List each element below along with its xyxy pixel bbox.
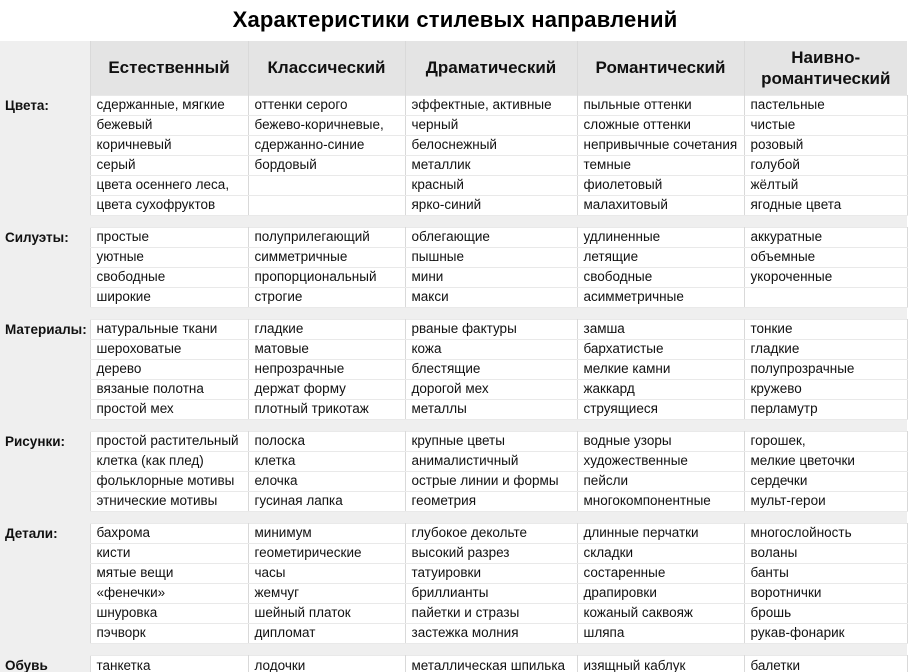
column-header: Классический (248, 41, 405, 95)
section-separator-band (0, 215, 907, 227)
table-cell: минимум (248, 523, 405, 543)
table-cell: мелкие цветочки (744, 451, 907, 471)
table-cell: кисти (90, 543, 248, 563)
table-cell: бриллианты (405, 583, 577, 603)
table-cell: сердечки (744, 471, 907, 491)
style-characteristics-table (0, 41, 908, 672)
section-separator (0, 307, 907, 319)
table-row (0, 359, 907, 379)
table-cell: ярко-синий (405, 195, 577, 215)
table-cell: вязаные полотна (90, 379, 248, 399)
table-cell: летящие (577, 247, 744, 267)
table-row (0, 451, 907, 471)
section-label: Рисунки: (0, 431, 90, 511)
table-row (0, 563, 907, 583)
table-cell: пейсли (577, 471, 744, 491)
table-header (0, 41, 907, 95)
table-cell: бежево-коричневые, (248, 115, 405, 135)
table-cell: удлиненные (577, 227, 744, 247)
table-cell: плотный трикотаж (248, 399, 405, 419)
section-label: Цвета: (0, 95, 90, 215)
section-separator-band (0, 643, 907, 655)
table-cell: уютные (90, 247, 248, 267)
table-cell: непрозрачные (248, 359, 405, 379)
table-cell: дерево (90, 359, 248, 379)
table-cell: дорогой мех (405, 379, 577, 399)
table-cell: шляпа (577, 623, 744, 643)
section-separator-band (0, 307, 907, 319)
table-row (0, 287, 907, 307)
table-cell: симметричные (248, 247, 405, 267)
table-cell: анималистичный (405, 451, 577, 471)
table-cell: складки (577, 543, 744, 563)
table-row (0, 155, 907, 175)
table-body (0, 95, 907, 672)
table-cell: серый (90, 155, 248, 175)
table-cell: воланы (744, 543, 907, 563)
table-row (0, 247, 907, 267)
section-separator (0, 419, 907, 431)
table-cell: часы (248, 563, 405, 583)
table-cell: полуприлегающий (248, 227, 405, 247)
section-label: Детали: (0, 523, 90, 643)
table-cell: сдержанные, мягкие (90, 95, 248, 115)
table-cell: металлы (405, 399, 577, 419)
table-cell: пэчворк (90, 623, 248, 643)
table-cell (744, 287, 907, 307)
table-row (0, 523, 907, 543)
table-cell: многослойность (744, 523, 907, 543)
table-cell: матовые (248, 339, 405, 359)
table-cell: металлическая шпилька (405, 655, 577, 672)
table-cell: фиолетовый (577, 175, 744, 195)
table-row (0, 379, 907, 399)
table-cell: бархатистые (577, 339, 744, 359)
table-row (0, 543, 907, 563)
table-cell: натуральные ткани (90, 319, 248, 339)
table-cell: длинные перчатки (577, 523, 744, 543)
header-row (0, 41, 907, 95)
column-header: Романтический (577, 41, 744, 95)
table-cell: танкетка (90, 655, 248, 672)
table-cell: состаренные (577, 563, 744, 583)
table-cell: черный (405, 115, 577, 135)
section-label: Обувь (0, 655, 90, 672)
table-cell: ягодные цвета (744, 195, 907, 215)
section-label: Силуэты: (0, 227, 90, 307)
table-row (0, 655, 907, 672)
table-row (0, 623, 907, 643)
table-cell: сложные оттенки (577, 115, 744, 135)
table-cell: многокомпонентные (577, 491, 744, 511)
table-cell: мелкие камни (577, 359, 744, 379)
header-corner-cell (0, 41, 90, 95)
table-cell: пастельные (744, 95, 907, 115)
table-cell: гладкие (744, 339, 907, 359)
table-row (0, 195, 907, 215)
table-cell: изящный каблук (577, 655, 744, 672)
table-cell: рваные фактуры (405, 319, 577, 339)
table-cell: красный (405, 175, 577, 195)
table-cell: жёлтый (744, 175, 907, 195)
table-cell: строгие (248, 287, 405, 307)
table-cell: брошь (744, 603, 907, 623)
table-cell: объемные (744, 247, 907, 267)
table-cell: шейный платок (248, 603, 405, 623)
table-row (0, 227, 907, 247)
table-row (0, 115, 907, 135)
table-cell: свободные (90, 267, 248, 287)
table-row (0, 471, 907, 491)
section-separator (0, 643, 907, 655)
table-cell: мятые вещи (90, 563, 248, 583)
table-cell: простые (90, 227, 248, 247)
table-row (0, 399, 907, 419)
table-cell: белоснежный (405, 135, 577, 155)
table-cell: пропорциональный (248, 267, 405, 287)
section-label: Материалы: (0, 319, 90, 419)
table-row (0, 135, 907, 155)
table-cell: пыльные оттенки (577, 95, 744, 115)
table-cell: этнические мотивы (90, 491, 248, 511)
table-cell: геометирические (248, 543, 405, 563)
table-cell: елочка (248, 471, 405, 491)
table-cell: оттенки серого (248, 95, 405, 115)
section-separator-band (0, 419, 907, 431)
column-header: Естественный (90, 41, 248, 95)
table-row (0, 603, 907, 623)
table-cell: геометрия (405, 491, 577, 511)
table-cell (248, 195, 405, 215)
table-cell: бахрома (90, 523, 248, 543)
page-title: Характеристики стилевых направлений (232, 7, 678, 32)
table-cell (248, 175, 405, 195)
table-cell: фольклорные мотивы (90, 471, 248, 491)
table-cell: гладкие (248, 319, 405, 339)
table-cell: струящиеся (577, 399, 744, 419)
table-cell: простой растительный (90, 431, 248, 451)
table-cell: перламутр (744, 399, 907, 419)
table-cell: малахитовый (577, 195, 744, 215)
section-separator-band (0, 511, 907, 523)
table-cell: кожа (405, 339, 577, 359)
table-cell: пышные (405, 247, 577, 267)
table-cell: глубокое декольте (405, 523, 577, 543)
table-cell: тонкие (744, 319, 907, 339)
table-cell: застежка молния (405, 623, 577, 643)
table-cell: полоска (248, 431, 405, 451)
table-cell: драпировки (577, 583, 744, 603)
table-cell: укороченные (744, 267, 907, 287)
column-header: Наивно-романтический (744, 41, 907, 95)
table-cell: блестящие (405, 359, 577, 379)
table-cell: шнуровка (90, 603, 248, 623)
column-header: Драматический (405, 41, 577, 95)
table-cell: татуировки (405, 563, 577, 583)
table-cell: эффектные, активные (405, 95, 577, 115)
table-cell: крупные цветы (405, 431, 577, 451)
table-cell: лодочки (248, 655, 405, 672)
table-cell: полупрозрачные (744, 359, 907, 379)
table-cell: водные узоры (577, 431, 744, 451)
table-cell: дипломат (248, 623, 405, 643)
table-cell: цвета осеннего леса, (90, 175, 248, 195)
table-cell: металлик (405, 155, 577, 175)
table-cell: рукав-фонарик (744, 623, 907, 643)
section-separator (0, 511, 907, 523)
table-cell: чистые (744, 115, 907, 135)
table-cell: асимметричные (577, 287, 744, 307)
table-cell: свободные (577, 267, 744, 287)
table-row (0, 583, 907, 603)
table-cell: кожаный саквояж (577, 603, 744, 623)
table-cell: пайетки и стразы (405, 603, 577, 623)
table-cell: воротнички (744, 583, 907, 603)
table-cell: темные (577, 155, 744, 175)
table-cell: банты (744, 563, 907, 583)
table-cell: жемчуг (248, 583, 405, 603)
table-cell: коричневый (90, 135, 248, 155)
table-cell: непривычные сочетания (577, 135, 744, 155)
table-cell: бежевый (90, 115, 248, 135)
table-row (0, 431, 907, 451)
table-cell: гусиная лапка (248, 491, 405, 511)
table-row (0, 491, 907, 511)
table-cell: клетка (как плед) (90, 451, 248, 471)
table-cell: кружево (744, 379, 907, 399)
table-cell: замша (577, 319, 744, 339)
table-cell: цвета сухофруктов (90, 195, 248, 215)
table-cell: «фенечки» (90, 583, 248, 603)
table-row (0, 175, 907, 195)
table-cell: широкие (90, 287, 248, 307)
table-row (0, 319, 907, 339)
table-cell: голубой (744, 155, 907, 175)
table-cell: простой мех (90, 399, 248, 419)
table-row (0, 267, 907, 287)
table-cell: розовый (744, 135, 907, 155)
table-cell: острые линии и формы (405, 471, 577, 491)
table-cell: балетки (744, 655, 907, 672)
table-cell: горошек, (744, 431, 907, 451)
table-cell: шероховатые (90, 339, 248, 359)
table-cell: облегающие (405, 227, 577, 247)
table-cell: мульт-герои (744, 491, 907, 511)
table-cell: сдержанно-синие (248, 135, 405, 155)
table-cell: художественные (577, 451, 744, 471)
table-cell: клетка (248, 451, 405, 471)
table-cell: аккуратные (744, 227, 907, 247)
table-row (0, 339, 907, 359)
section-separator (0, 215, 907, 227)
table-cell: держат форму (248, 379, 405, 399)
table-cell: бордовый (248, 155, 405, 175)
table-cell: высокий разрез (405, 543, 577, 563)
table-row (0, 95, 907, 115)
table-cell: мини (405, 267, 577, 287)
table-cell: макси (405, 287, 577, 307)
table-cell: жаккард (577, 379, 744, 399)
